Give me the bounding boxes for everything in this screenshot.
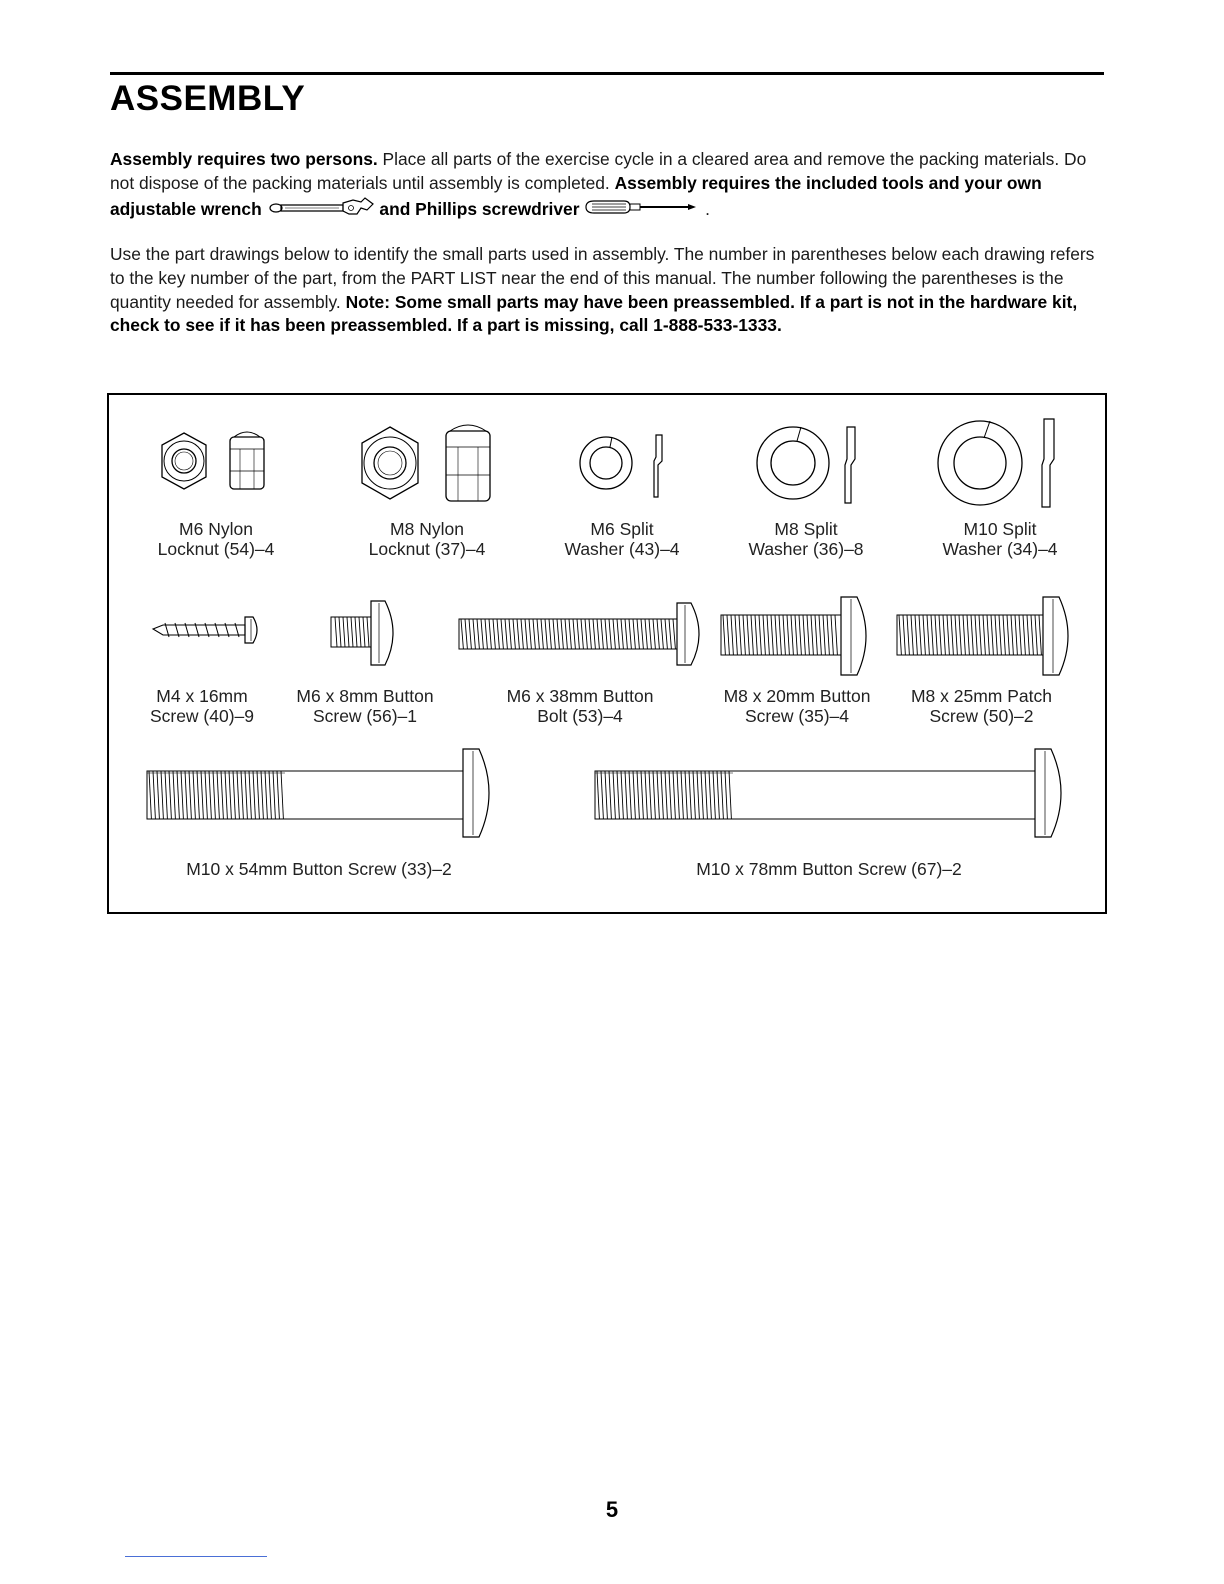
intro-bold-2: Assembly requires the included tools and your own adjustable wrench <box>110 172 1042 219</box>
m6-split-washer-drawing <box>574 425 674 510</box>
instructions-paragraph <box>110 243 1104 338</box>
m8-nylon-locknut-drawing <box>352 421 502 518</box>
m8-25mm-patch-screw-drawing <box>895 593 1075 684</box>
part-label-m8-nylon-locknut: M8 Nylon Locknut (37)–4 <box>368 519 486 559</box>
page-number: 5 <box>605 1497 619 1522</box>
instructions-text: Use the part drawings below to identify the small parts used in assembly. The number in parentheses below each drawing refers to the key number of the part, from the PART LIST near the end of this manual. The number following the parentheses is the quantity needed for assembly. <box>110 244 1095 312</box>
intro-bold-1: Assembly requires two persons. <box>110 149 378 169</box>
m6-nylon-locknut-drawing <box>154 425 274 510</box>
m6-8mm-button-screw-drawing <box>327 595 407 676</box>
part-label-m6-8mm-button-screw: M6 x 8mm Button Screw (56)–1 <box>296 686 434 726</box>
intro-bold-3: and Phillips screwdriver <box>374 198 580 219</box>
part-label-m10-split-washer: M10 Split Washer (34)–4 <box>942 519 1058 559</box>
instructions-note: Note: Some small parts may have been preassembled. If a part is not in the hardware kit, check to see if it has been preassembled. If a part is missing, call 1-888-533-1333. <box>110 291 1078 336</box>
phillips-screwdriver-icon <box>584 198 700 223</box>
part-label-m8-split-washer: M8 Split Washer (36)–8 <box>748 519 864 559</box>
adjustable-wrench-icon <box>267 196 375 225</box>
part-label-m6-split-washer: M6 Split Washer (43)–4 <box>564 519 680 559</box>
part-label-m8-20mm-button-screw: M8 x 20mm Button Screw (35)–4 <box>723 686 871 726</box>
footer-link-underline <box>125 1556 267 1557</box>
m6-38mm-button-bolt-drawing <box>457 599 707 674</box>
header-rule <box>110 72 1104 75</box>
m10-split-washer-drawing <box>932 413 1072 518</box>
page-title: ASSEMBLY <box>110 79 306 118</box>
part-label-m4-screw: M4 x 16mm Screw (40)–9 <box>149 686 255 726</box>
m10-78mm-button-screw-drawing <box>593 745 1083 846</box>
part-label-m6-nylon-locknut: M6 Nylon Locknut (54)–4 <box>157 519 275 559</box>
m4-screw-drawing <box>149 605 269 660</box>
part-label-m10-78mm-button-screw: M10 x 78mm Button Screw (67)–2 <box>696 859 962 879</box>
part-label-m6-38mm-button-bolt: M6 x 38mm Button Bolt (53)–4 <box>506 686 654 726</box>
intro-text-1: Place all parts of the exercise cycle in a cleared area and remove the packing materials. Do not dispose of the packing materials until assembly is completed. <box>110 149 1087 193</box>
m8-20mm-button-screw-drawing <box>719 593 869 684</box>
intro-end: . <box>700 198 710 219</box>
hardware-parts-box <box>107 393 1107 914</box>
intro-paragraph <box>110 148 1104 224</box>
m8-split-washer-drawing <box>751 417 871 514</box>
part-label-m8-25mm-patch-screw: M8 x 25mm Patch Screw (50)–2 <box>910 686 1053 726</box>
part-label-m10-54mm-button-screw: M10 x 54mm Button Screw (33)–2 <box>186 859 452 879</box>
m10-54mm-button-screw-drawing <box>145 745 495 846</box>
